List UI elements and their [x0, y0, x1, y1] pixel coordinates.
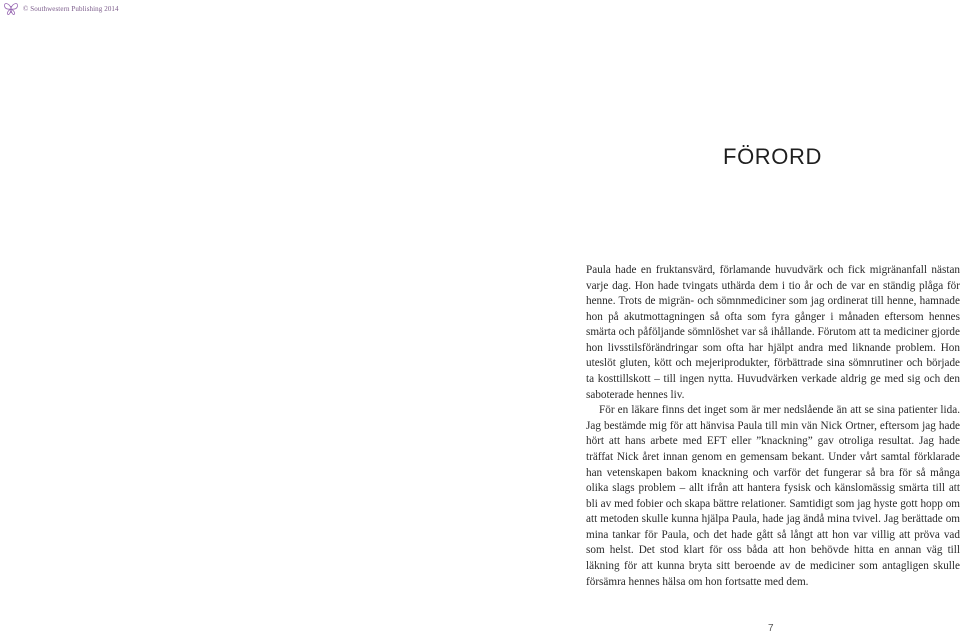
chapter-title: FÖRORD: [723, 144, 822, 169]
paragraph: För en läkare finns det inget som är mer nedslående än att se sina patienter lida. Jag bestämde mig för att hänvisa Paula till min vän Nick Ortner, eftersom jag hade hört att hans arbete med EFT eller ”knackning” gav otroliga resultat. Jag hade träffat Nick året innan genom en gemensam bekant. Under vårt samtal förklarade han vetenskapen bakom knackning och varför det fungerar så bra för så många olika slags problem – allt ifrån att hantera fysisk och känslomässig smärta till att bli av med fobier och skapa bättre relationer. Samtidigt som jag hyste gott hopp om att metoden skulle kunna hjälpa Paula, hade jag ändå mina tvivel. Jag berättade om mina tankar för Paula, och det hade gått så långt att hon var villig att pröva vad som helst. Det stod klart för oss båda att hon behövde hitta en annan väg till läkning för att kunna bryta sitt beroende av de mediciner som antagligen skulle försämra hennes hälsa om hon fortsatte med dem.: [586, 404, 960, 588]
page-number: 7: [768, 623, 774, 634]
publisher-watermark: [3, 2, 119, 16]
watermark-text: © Southwestern Publishing 2014: [23, 5, 119, 13]
paragraph: Paula hade en fruktansvärd, förlamande huvudvärk och fick migränanfall nästan varje dag. Hon hade tvingats uthärda dem i tio år och de var en ständig plåga för henne. Trots de migrän- och sömnmediciner som jag ordinerat till henne, hamnade hon på akutmottagningen så ofta som fyra gånger i månaden eftersom hennes smärta och påföljande sömnlöshet var så ihållande. Förutom att ta mediciner gjorde hon livsstilsförändringar som ofta har hjälpt andra med liknande problem. Hon uteslöt gluten, kött och mejeriprodukter, förbättrade sina sömnrutiner och började ta kosttillskott – till ingen nytta. Huvudvärken verkade aldrig ge med sig och den saboterade hennes liv.: [586, 264, 960, 401]
body-text: [586, 263, 960, 590]
butterfly-icon: [3, 2, 19, 16]
